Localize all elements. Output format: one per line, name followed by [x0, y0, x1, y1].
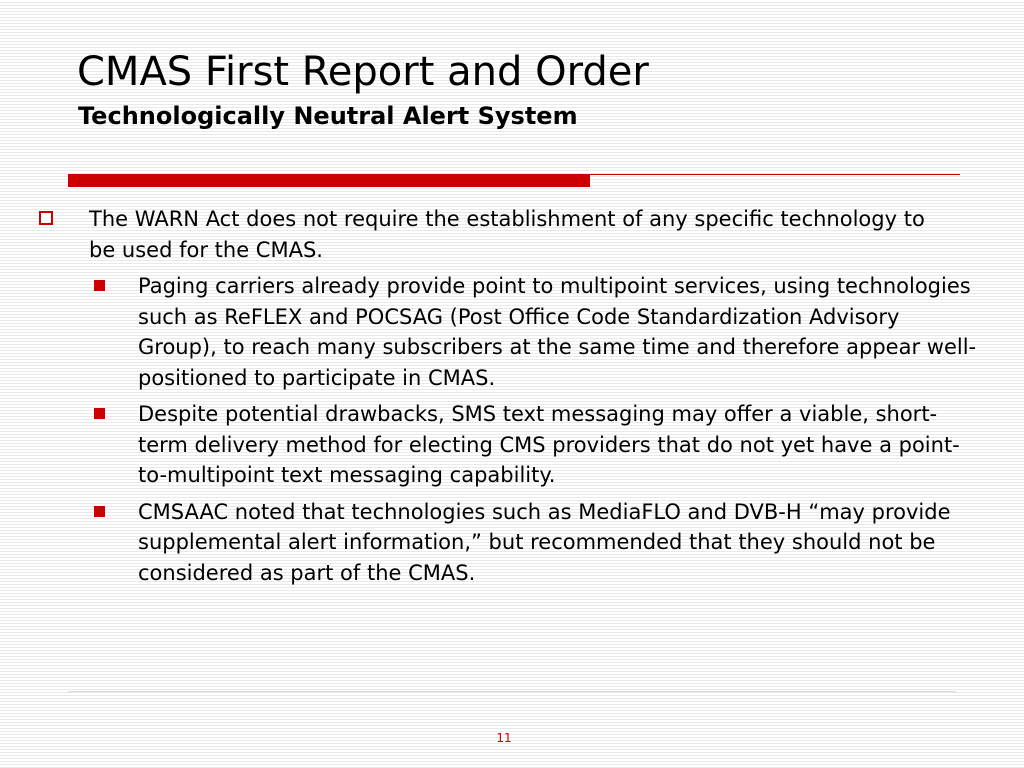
sub-bullet-text: Despite potential drawbacks, SMS text messaging may offer a viable, short-term delivery method for electing CMS providers that do not yet have a point-to-multipoint text messaging capability. — [138, 402, 960, 487]
slide-title: CMAS First Report and Order — [77, 49, 649, 95]
sub-bullet-item — [138, 399, 978, 491]
filled-square-bullet-icon — [94, 506, 105, 517]
sub-bullet-item — [138, 271, 978, 393]
filled-square-bullet-icon — [94, 408, 105, 419]
sub-bullet-text: Paging carriers already provide point to multipoint services, using technologies such as ReFLEX and POCSAG (Post Office Code Standardization Advisory Group), to reach many subscribers at the same time and therefore appear well-positioned to participate in CMAS. — [138, 274, 977, 390]
title-accent-bar — [68, 175, 590, 187]
bullet-item — [89, 204, 949, 265]
page-number: 11 — [496, 731, 512, 745]
filled-square-bullet-icon — [94, 280, 105, 291]
hollow-square-bullet-icon — [39, 211, 53, 225]
footer-divider-line — [68, 691, 956, 692]
slide-body — [0, 204, 1024, 594]
sub-bullet-item — [138, 497, 978, 589]
sub-bullet-text: CMSAAC noted that technologies such as MediaFLO and DVB-H “may provide supplemental alert information,” but recommended that they should not be considered as part of the CMAS. — [138, 499, 951, 585]
bullet-text: The WARN Act does not require the establishment of any specific technology to be used for the CMAS. — [89, 207, 925, 262]
slide-subtitle: Technologically Neutral Alert System — [78, 102, 578, 130]
